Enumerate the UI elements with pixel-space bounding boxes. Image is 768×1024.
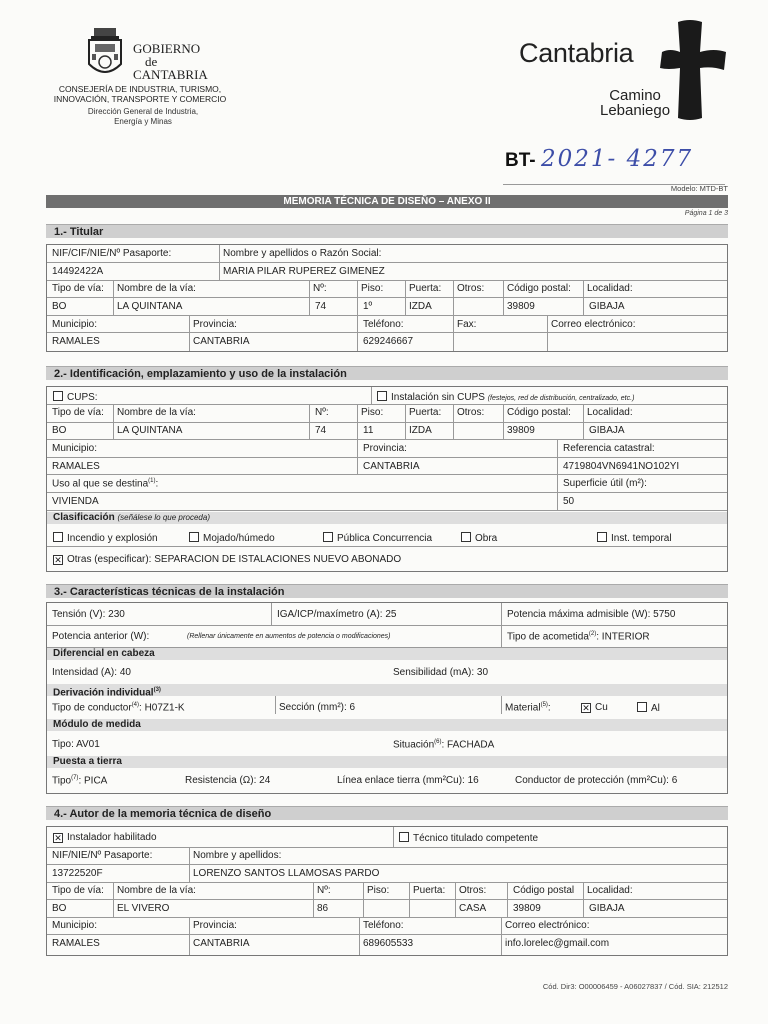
titular-puerta-field[interactable]: IZDA (409, 301, 432, 312)
autor-num-field[interactable]: 86 (317, 903, 329, 914)
nombre-via-label: Nombre de la vía: (117, 283, 196, 294)
municipio-label: Municipio: (52, 443, 98, 454)
nombre-via-label: Nombre de la vía: (117, 885, 196, 896)
inst-ref-catastral-field[interactable]: 4719804VN6941NO102YI (563, 461, 680, 472)
autor-provincia-field[interactable]: CANTABRIA (193, 938, 250, 949)
localidad-label: Localidad: (587, 283, 633, 294)
autor-cp-field[interactable]: 39809 (513, 903, 541, 914)
municipio-label: Municipio: (52, 920, 98, 931)
section-3-box (46, 602, 728, 794)
tipo-tierra-value: : PICA (78, 775, 108, 787)
num-label: Nº: (315, 407, 329, 418)
titular-municipio-field[interactable]: RAMALES (52, 336, 100, 347)
autor-telefono-field[interactable]: 689605533 (363, 938, 414, 949)
correo-label: Correo electrónico: (505, 920, 590, 931)
uso-label-text: Uso al que se destina (52, 478, 149, 490)
acometida-footnote: (2) (588, 631, 597, 637)
diferencial-header: Diferencial en cabeza (47, 648, 727, 660)
clasificacion-note: (señálese lo que proceda) (117, 513, 210, 522)
cantabria-coat-of-arms-logo (86, 28, 124, 82)
piso-label: Piso: (361, 283, 384, 294)
otras-value-field[interactable]: SEPARACION DE ISTALACIONES NUEVO ABONADO (154, 554, 402, 565)
inst-uso-field[interactable]: VIVIENDA (52, 496, 99, 507)
autor-tipo-via-field[interactable]: BO (52, 903, 67, 914)
autor-nif-field[interactable]: 13722520F (52, 868, 103, 879)
lebaniego-text: Lebaniego (600, 102, 671, 119)
titular-provincia-field[interactable]: CANTABRIA (193, 336, 250, 347)
consejeria-line-2: INNOVACIÓN, TRANSPORTE Y COMERCIO (53, 94, 227, 104)
derivacion-label: Derivación individual (53, 687, 154, 699)
puerta-label: Puerta: (409, 283, 442, 294)
localidad-label: Localidad: (587, 407, 633, 418)
nif-label: NIF/NIE/Nº Pasaporte: (52, 850, 153, 861)
conductor-label: Tipo de conductor (52, 702, 132, 714)
publica-checkbox-box[interactable] (323, 532, 333, 542)
inst-nombre-via-field[interactable]: LA QUINTANA (117, 425, 183, 436)
inst-puerta-field[interactable]: IZDA (409, 425, 432, 436)
otras-checkbox-box[interactable]: ✕ (54, 555, 62, 565)
page-number: Página 1 de 3 (684, 210, 728, 217)
otros-label: Otros: (459, 885, 487, 896)
tecnico-checkbox-box[interactable] (399, 832, 409, 842)
provincia-label: Provincia: (193, 920, 237, 931)
temporal-label: Inst. temporal (611, 533, 672, 544)
camino-lebaniego-text (600, 88, 670, 118)
titular-nif-field[interactable]: 14492422A (52, 266, 104, 277)
provincia-label: Provincia: (363, 443, 407, 454)
tecnico-label: Técnico titulado competente (413, 833, 539, 844)
clasificacion-label: Clasificación (53, 512, 115, 523)
tipo-via-label: Tipo de vía: (52, 283, 104, 294)
autor-localidad-field[interactable]: GIBAJA (589, 903, 625, 914)
ref-catastral-label: Referencia catastral: (563, 443, 655, 454)
temporal-checkbox[interactable] (597, 532, 672, 544)
obra-label: Obra (475, 533, 498, 544)
acometida-field[interactable] (507, 631, 650, 642)
linea-enlace-field[interactable]: Línea enlace tierra (mm²Cu): 16 (337, 775, 479, 786)
section-2-title: 2.- Identificación, emplazamiento y uso de la instalación (46, 366, 728, 380)
num-label: Nº: (313, 283, 327, 294)
titular-nombre-via-field[interactable]: LA QUINTANA (117, 301, 183, 312)
sin-cups-checkbox[interactable] (377, 391, 634, 403)
obra-checkbox[interactable] (461, 532, 497, 544)
acometida-label: Tipo de acometida (507, 631, 589, 643)
resistencia-field[interactable]: Resistencia (Ω): 24 (185, 775, 271, 786)
municipio-label: Municipio: (52, 319, 98, 330)
telefono-label: Teléfono: (363, 319, 404, 330)
acometida-value: : INTERIOR (596, 631, 650, 643)
cp-label: Código postal: (507, 283, 571, 294)
otras-label: Otras (especificar): (67, 554, 152, 565)
modulo-header: Módulo de medida (47, 719, 727, 731)
tension-field[interactable]: Tensión (V): 230 (52, 609, 125, 620)
material-al-checkbox[interactable] (637, 702, 660, 714)
derivacion-footnote: (3) (153, 687, 161, 693)
mojado-checkbox-box[interactable] (189, 532, 199, 542)
direccion-line-1: Dirección General de Industria, (87, 107, 199, 116)
direccion-text (78, 107, 208, 126)
consejeria-line-1: CONSEJERÍA DE INDUSTRIA, TURISMO, (58, 84, 222, 94)
sin-cups-label: Instalación sin CUPS (391, 392, 485, 403)
piso-label: Piso: (361, 407, 384, 418)
situacion-field[interactable] (393, 739, 494, 750)
nombre-via-label: Nombre de la vía: (117, 407, 196, 418)
sensibilidad-field[interactable]: Sensibilidad (mA): 30 (393, 667, 489, 678)
iga-field[interactable]: IGA/ICP/maxímetro (A): 25 (277, 609, 397, 620)
material-footnote: (5) (540, 702, 548, 708)
seccion-field[interactable]: Sección (mm²): 6 (279, 702, 356, 713)
section-3-title: 3.- Características técnicas de la instalación (46, 584, 728, 598)
material-al-label: Al (651, 703, 660, 714)
otros-label: Otros: (457, 283, 485, 294)
section-4-title: 4.- Autor de la memoria técnica de diseño (46, 806, 728, 820)
inst-tipo-via-field[interactable]: BO (52, 425, 67, 436)
instalador-checkbox-box[interactable]: ✕ (54, 833, 62, 843)
section-1-title: 1.- Titular (46, 224, 728, 238)
camino-text: Camino (609, 87, 661, 104)
otras-checkbox[interactable] (53, 554, 401, 565)
footer-codes: Cód. Dir3: O00006459 - A06027837 / Cód. SIA: 212512 (542, 982, 728, 991)
situacion-label: Situación (393, 739, 435, 751)
conductor-footnote: (4) (131, 702, 140, 708)
provincia-label: Provincia: (193, 319, 237, 330)
modelo-text: Modelo: MTD-BT (670, 184, 728, 193)
titular-num-field[interactable]: 74 (315, 301, 327, 312)
sin-cups-note: (festejos, red de distribución, centralizado, etc.) (487, 395, 635, 402)
material-label (505, 702, 551, 713)
material-cu-label: Cu (595, 702, 608, 713)
derivacion-header (47, 684, 727, 699)
incendio-label: Incendio y explosión (67, 533, 158, 544)
piso-label: Piso: (367, 885, 390, 896)
de-text: de (145, 54, 158, 69)
inst-superficie-field[interactable]: 50 (563, 496, 575, 507)
direccion-line-2: Energía y Minas (114, 116, 172, 126)
publica-label: Pública Concurrencia (337, 533, 433, 544)
potencia-max-field[interactable]: Potencia máxima admisible (W): 5750 (507, 609, 676, 620)
material-al-checkbox-box[interactable] (637, 702, 647, 712)
conductor-field[interactable] (52, 702, 185, 713)
situacion-value: : FACHADA (441, 739, 495, 751)
mojado-label: Mojado/húmedo (203, 533, 275, 544)
gobierno-cantabria-logo-text (133, 42, 208, 81)
otros-label: Otros: (457, 407, 485, 418)
uso-label: Uso al que se destina$^{(1)}$: (52, 478, 159, 490)
potencia-note: (Rellenar únicamente en aumentos de potencia o modificaciones) (187, 633, 391, 640)
tipo-via-label: Tipo de vía: (52, 407, 104, 418)
consejeria-text (34, 84, 246, 104)
material-cu-checkbox[interactable] (581, 702, 608, 713)
clasificacion-header (47, 512, 727, 524)
fax-label: Fax: (457, 319, 477, 330)
autor-correo-field[interactable]: info.lorelec@gmail.com (505, 938, 610, 949)
bt-handwritten-number: 2021- 4277 (541, 146, 694, 172)
titular-piso-field[interactable]: 1º (363, 301, 373, 312)
bt-number-field[interactable] (503, 146, 725, 185)
cp-label: Código postal (513, 885, 575, 896)
cups-checkbox[interactable] (53, 391, 98, 403)
puesta-tierra-header: Puesta a tierra (47, 756, 727, 768)
correo-label: Correo electrónico: (551, 319, 636, 330)
nif-label: NIF/CIF/NIE/Nº Pasaporte: (52, 248, 172, 259)
num-label: Nº: (317, 885, 331, 896)
bt-label: BT- (505, 150, 536, 171)
tipo-via-label: Tipo de vía: (52, 885, 104, 896)
section-1-box (46, 244, 728, 352)
potencia-anterior-field[interactable]: Potencia anterior (W): (52, 631, 150, 642)
document-title: MEMORIA TÉCNICA DE DISEÑO – ANEXO II (46, 195, 728, 208)
autor-municipio-field[interactable]: RAMALES (52, 938, 100, 949)
cantabria-text: CANTABRIA (133, 67, 208, 82)
superficie-label: Superficie útil (m²): (563, 478, 647, 489)
inst-num-field[interactable]: 74 (315, 425, 327, 436)
tipo-tierra-field[interactable] (52, 775, 107, 786)
mojado-checkbox[interactable] (189, 532, 275, 544)
material-label-text: Material (505, 702, 541, 714)
conductor-value: : H07Z1-K (139, 702, 185, 714)
material-colon: : (547, 702, 551, 714)
section-2-box (46, 386, 728, 572)
sin-cups-checkbox-box[interactable] (377, 391, 387, 401)
cantabria-brand-text: Cantabria (519, 38, 634, 68)
puerta-label: Puerta: (413, 885, 446, 896)
obra-checkbox-box[interactable] (461, 532, 471, 542)
inst-provincia-field[interactable]: CANTABRIA (363, 461, 420, 472)
incendio-checkbox-box[interactable] (53, 532, 63, 542)
tipo-tierra-label: Tipo (52, 775, 72, 787)
titular-telefono-field[interactable]: 629246667 (363, 336, 414, 347)
titular-tipo-via-field[interactable]: BO (52, 301, 67, 312)
nombre-label: Nombre y apellidos o Razón Social: (223, 248, 382, 259)
tipo-tierra-footnote: (7) (71, 775, 79, 781)
localidad-label: Localidad: (587, 885, 633, 896)
inst-piso-field[interactable]: 11 (363, 425, 374, 436)
cups-checkbox-box[interactable] (53, 391, 63, 401)
intensidad-field[interactable]: Intensidad (A): 40 (52, 667, 131, 678)
material-cu-checkbox-box[interactable]: ✕ (582, 703, 590, 713)
temporal-checkbox-box[interactable] (597, 532, 607, 542)
uso-footnote: (1) (148, 478, 156, 484)
autor-nombre-via-field[interactable]: EL VIVERO (117, 903, 170, 914)
conductor-proteccion-field[interactable]: Conductor de protección (mm²Cu): 6 (515, 775, 678, 786)
nombre-label: Nombre y apellidos: (193, 850, 282, 861)
titular-nombre-field[interactable]: MARIA PILAR RUPEREZ GIMENEZ (223, 266, 385, 277)
situacion-footnote: (6) (434, 739, 442, 745)
cups-label: CUPS: (67, 392, 98, 403)
instalador-label: Instalador habilitado (67, 832, 157, 843)
puerta-label: Puerta: (409, 407, 442, 418)
section-4-box (46, 826, 728, 956)
telefono-label: Teléfono: (363, 920, 404, 931)
gobierno-text: GOBIERNO (133, 41, 201, 56)
autor-otros-field[interactable]: CASA (459, 903, 487, 914)
titular-localidad-field[interactable]: GIBAJA (589, 301, 625, 312)
tecnico-checkbox[interactable] (399, 832, 538, 844)
inst-cp-field[interactable]: 39809 (507, 425, 535, 436)
cp-label: Código postal: (507, 407, 571, 418)
inst-localidad-field[interactable]: GIBAJA (589, 425, 625, 436)
incendio-checkbox[interactable] (53, 532, 158, 544)
tipo-modulo-field[interactable]: Tipo: AV01 (52, 739, 100, 750)
instalador-checkbox[interactable] (53, 832, 157, 843)
titular-cp-field[interactable]: 39809 (507, 301, 535, 312)
publica-checkbox[interactable] (323, 532, 432, 544)
inst-municipio-field[interactable]: RAMALES (52, 461, 100, 472)
autor-nombre-field[interactable]: LORENZO SANTOS LLAMOSAS PARDO (193, 868, 380, 879)
